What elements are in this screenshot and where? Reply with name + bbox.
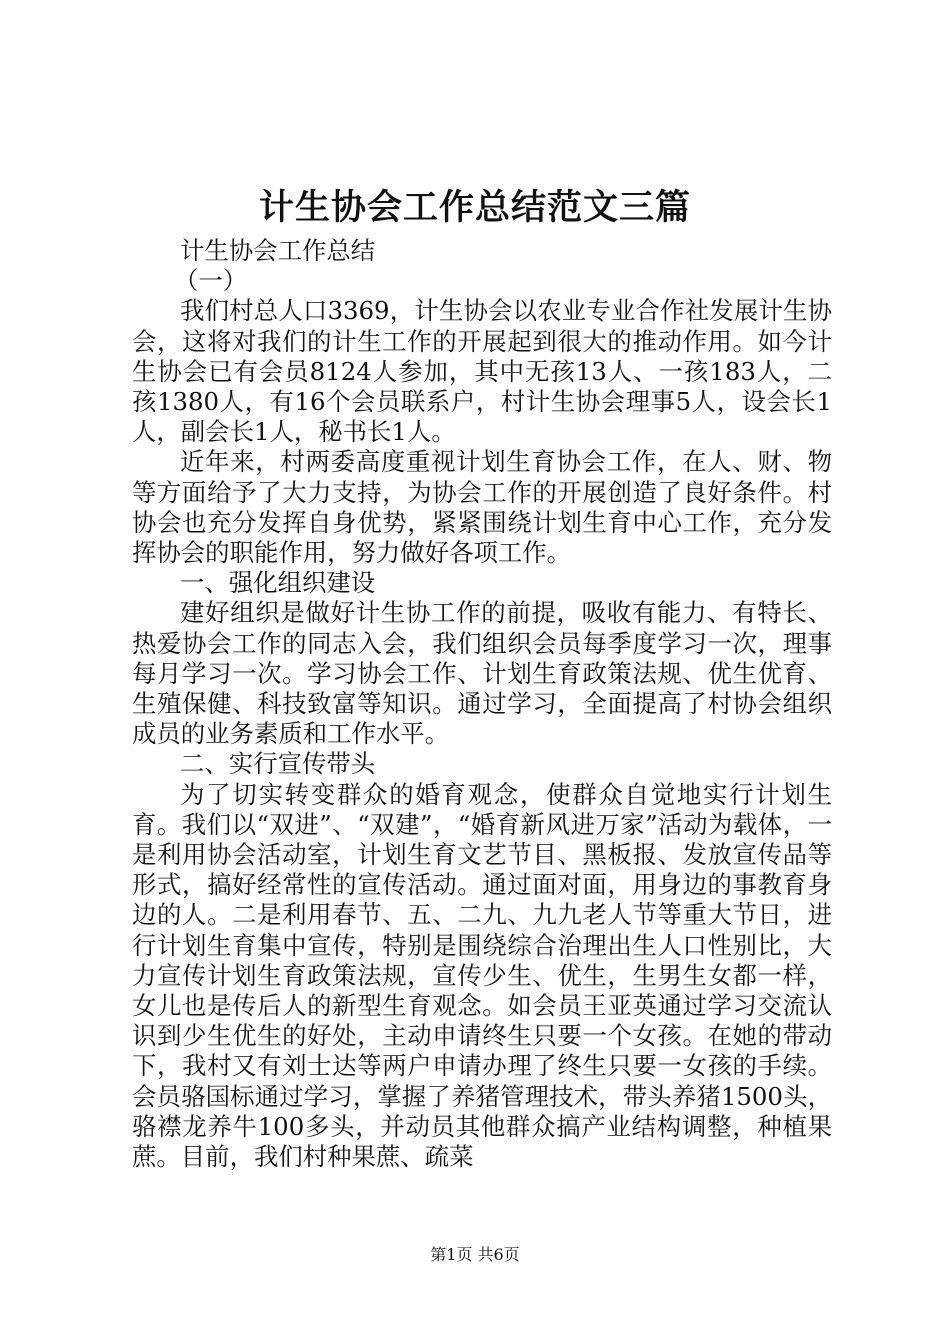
- document-title: 计生协会工作总结范文三篇: [258, 187, 691, 228]
- section-heading: 一、强化组织建设: [180, 568, 376, 598]
- section-heading: 计生协会工作总结: [180, 236, 376, 265]
- section-heading: 二、实行宣传带头: [180, 749, 376, 779]
- page-footer: 第1页 共6页: [430, 1245, 520, 1264]
- section-number: （一）: [174, 266, 248, 296]
- document-body: [132, 236, 832, 1172]
- body-paragraph: 我们村总人口3369，计生协会以农业专业合作社发展计生协会，这将对我们的计生工作的开展起到很大的推动作用。如今计生协会已有会员8124人参加，其中无孩13人、一孩183人，二孩1380人，有16个会员联系户，村计生协会理事5人，设会长1人，副会长1人，秘书长1人。: [132, 296, 832, 447]
- body-paragraph: 为了切实转变群众的婚育观念，使群众自觉地实行计划生育。我们以“双进”、“双建”，“婚育新风进万家”活动为载体，一是利用协会活动室，计划生育文艺节目、黑板报、发放宣传品等形式，搞好经常性的宣传活动。通过面对面，用身边的事教育身边的人。二是利用春节、五、二九、九九老人节等重大节日，进行计划生育集中宣传，特别是围绕综合治理出生人口性别比，大力宣传计划生育政策法规，宣传少生、优生，生男生女都一样，女儿也是传后人的新型生育观念。如会员王亚英通过学习交流认识到少生优生的好处，主动申请终生只要一个女孩。在她的带动下，我村又有刘士达等两户申请办理了终生只要一女孩的手续。会员骆国标通过学习，掌握了养猪管理技术，带头养猪1500头，骆襟龙养牛100多头，并动员其他群众搞产业结构调整，种植果蔗。目前，我们村种果蔗、疏菜: [132, 779, 832, 1172]
- body-paragraph: 建好组织是做好计生协工作的前提，吸收有能力、有特长、热爱协会工作的同志入会，我们组织会员每季度学习一次，理事每月学习一次。学习协会工作、计划生育政策法规、优生优育、生殖保健、科技致富等知识。通过学习，全面提高了村协会组织成员的业务素质和工作水平。: [132, 598, 832, 749]
- body-paragraph: 近年来，村两委高度重视计划生育协会工作，在人、财、物等方面给予了大力支持，为协会工作的开展创造了良好条件。村协会也充分发挥自身优势，紧紧围绕计划生育中心工作，充分发挥协会的职能作用，努力做好各项工作。: [132, 447, 832, 568]
